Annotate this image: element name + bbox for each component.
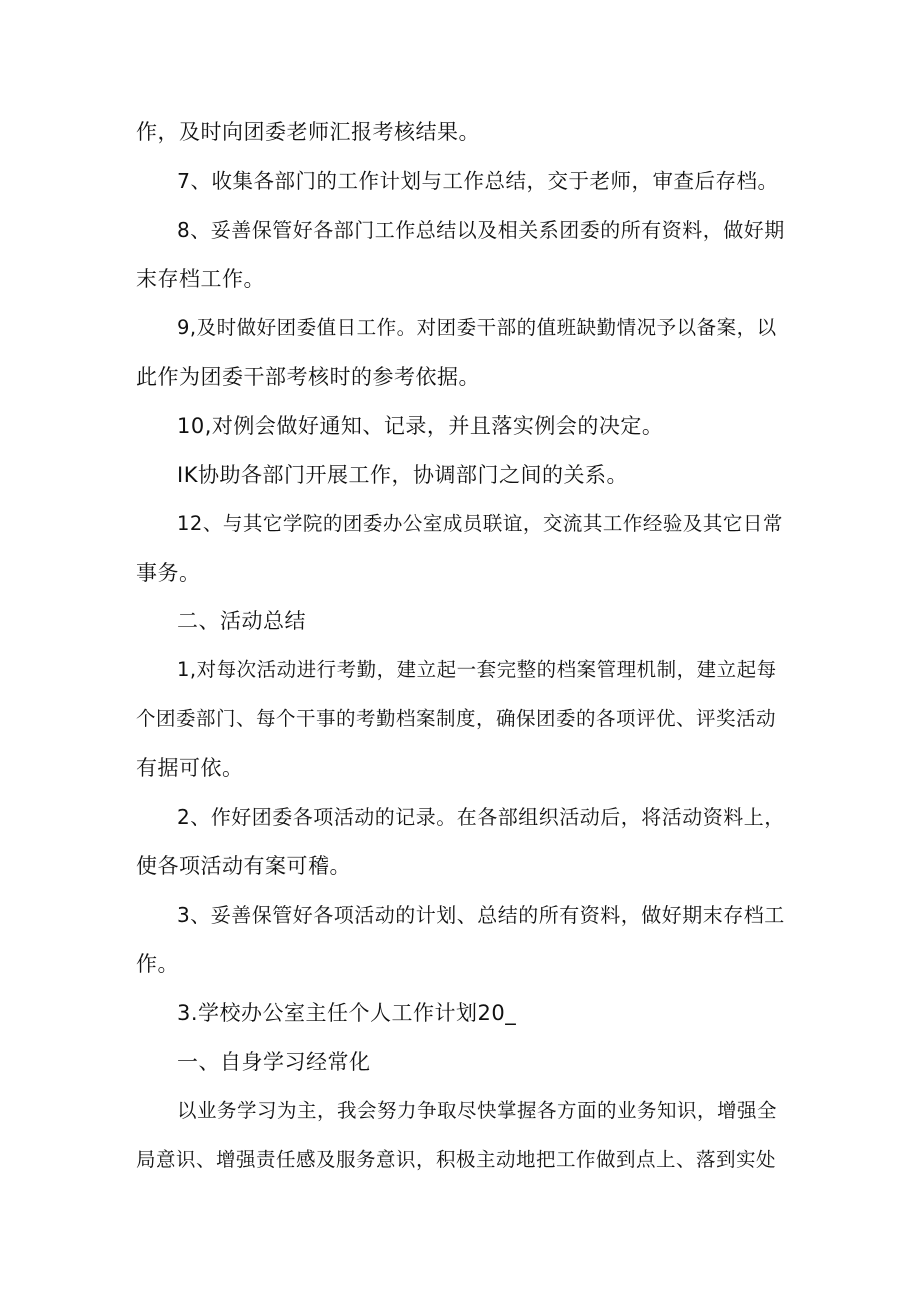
text-line: 1,对每次活动进行考勤，建立起一套完整的档案管理机制，建立起每 (177, 658, 777, 681)
text-line: 作。 (136, 952, 179, 976)
text-line: 作，及时向团委老师汇报考核结果。 (136, 120, 480, 144)
text-line: 使各项活动有案可稽。 (136, 854, 351, 878)
section-heading: 一、自身学习经常化 (177, 1050, 371, 1074)
text-line: 7、收集各部门的工作计划与工作总结，交于老师，审查后存档。 (177, 169, 779, 193)
text-line: 末存档工作。 (136, 267, 265, 291)
text-line: 9,及时做好团委值日工作。对团委干部的值班缺勤情况予以备案，以 (177, 316, 777, 339)
text-line: 有据可依。 (136, 756, 244, 780)
section-heading: 二、活动总结 (177, 609, 306, 633)
text-line: 2、作好团委各项活动的记录。在各部组织活动后，将活动资料上， (177, 805, 785, 829)
text-line: 个团委部门、每个干事的考勤档案制度，确保团委的各项评优、评奖活动 (136, 707, 777, 730)
text-line: 8、妥善保管好各部门工作总结以及相关系团委的所有资料，做好期 (177, 218, 785, 242)
section-title: 3.学校办公室主任个人工作计划20_ (177, 1001, 517, 1025)
text-line: 局意识、增强责任感及服务意识，积极主动地把工作做到点上、落到实处 (136, 1148, 777, 1171)
text-line: 事务。 (136, 561, 201, 585)
text-line: 3、妥善保管好各项活动的计划、总结的所有资料，做好期末存档工 (177, 903, 785, 927)
text-line: 10,对例会做好通知、记录，并且落实例会的决定。 (177, 414, 664, 438)
text-line: 此作为团委干部考核时的参考依据。 (136, 365, 480, 389)
text-line: 12、与其它学院的团委办公室成员联谊，交流其工作经验及其它日常 (177, 512, 783, 535)
text-line: 以业务学习为主，我会努力争取尽快掌握各方面的业务知识，增强全 (177, 1099, 778, 1122)
text-line: IK协助各部门开展工作，协调部门之间的关系。 (177, 463, 628, 487)
